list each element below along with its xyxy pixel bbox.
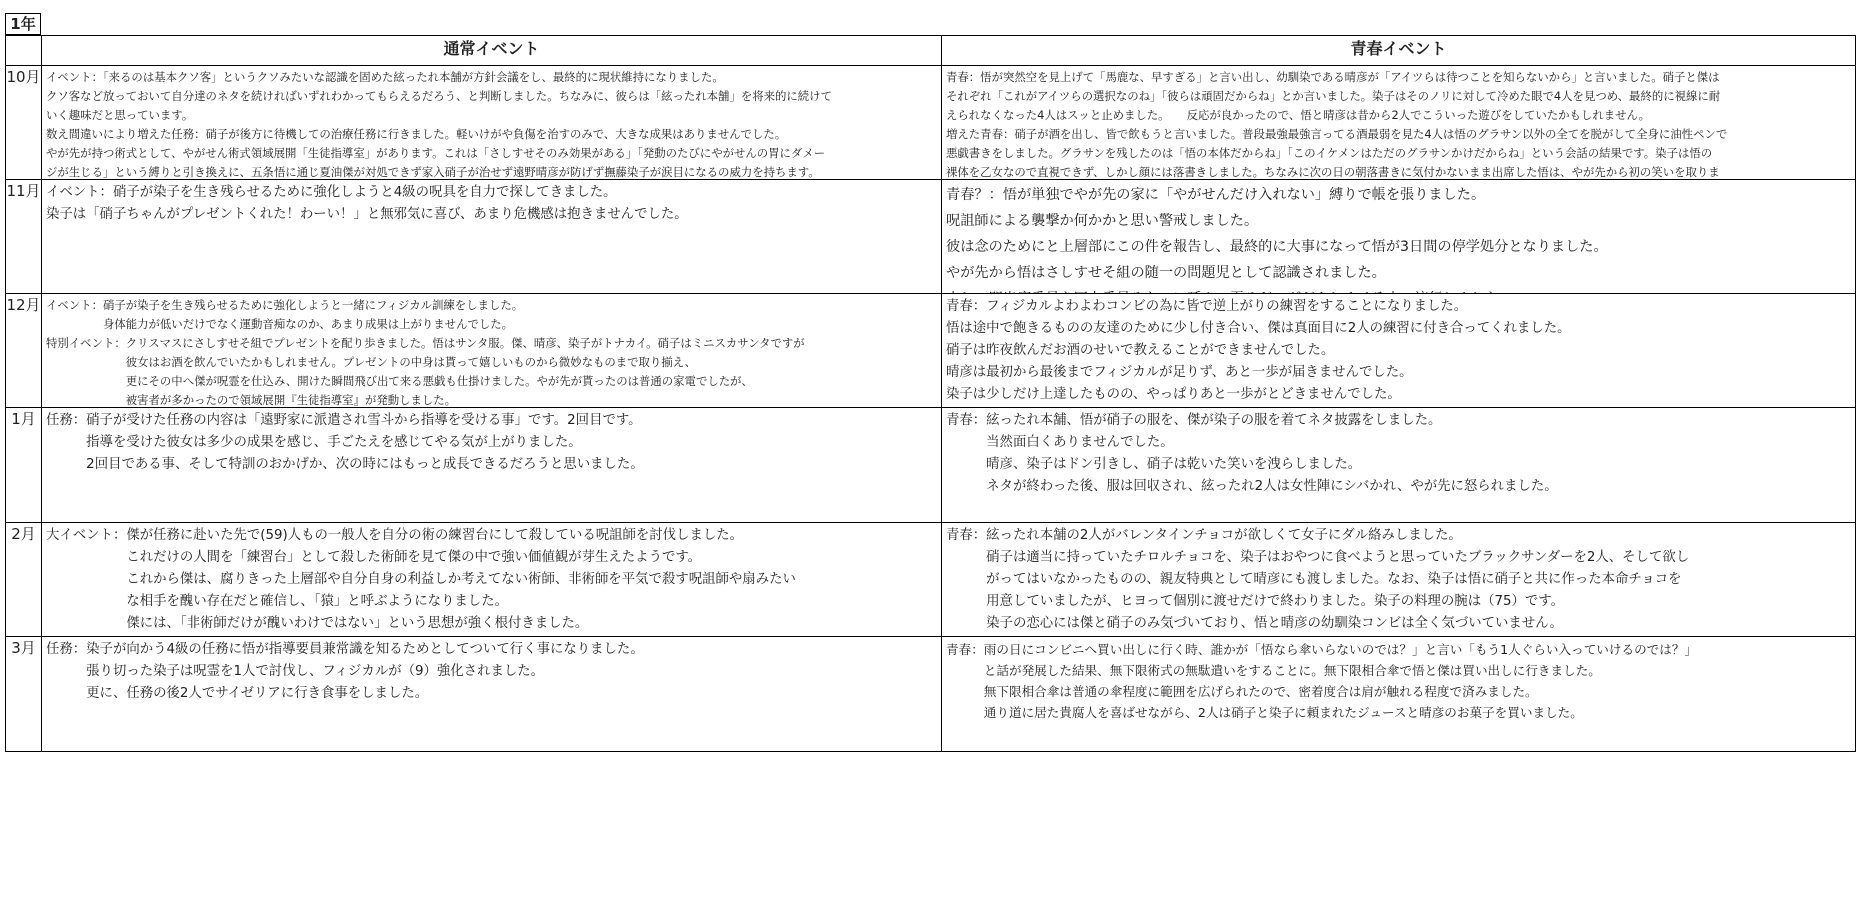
youth-event-line: 晴彦は最初から最後までフィジカルが足りず、あと一歩が届きませんでした。 [946, 365, 1413, 380]
youth-event-cell [942, 523, 1856, 637]
normal-event-line: 特別イベント：クリスマスにさしすせそ組でプレゼントを配り歩きました。悟はサンタ服。傑、晴彦、染子がトナカイ。硝子はミニスカサンタですが [46, 336, 805, 350]
normal-event-line: これだけの人間を「練習台」として殺した術師を見て傑の中で強い価値観が芽生えたようです。 [46, 550, 702, 565]
normal-event-cell [42, 637, 942, 752]
normal-event-line: イベント：硝子が染子を生き残らせるために強化しようと一緒にフィジカル訓練をしました。 [46, 298, 524, 312]
month-row [6, 523, 1856, 637]
youth-event-line: ネタが終わった後、服は回収され、絃ったれ2人は女性陣にシバかれ、やが先に怒られました。 [946, 479, 1558, 494]
month-row [6, 637, 1856, 752]
youth-event-cell [942, 408, 1856, 523]
normal-event-line: やが先が持つ術式として、やがせん術式領域展開「生徒指導室」があります。これは「さしすせそのみ効果がある」「発動のたびにやがせんの胃にダメー [46, 146, 826, 160]
youth-event-line: 呪詛師による襲撃か何かかと思い警戒しました。 [946, 213, 1259, 229]
youth-event-line: 用意していましたが、ヒヨって個別に渡せだけで終わりました。染子の料理の腕は（75）です。 [946, 594, 1565, 609]
normal-event-line: 大イベント：傑が任務に赴いた先で(59)人もの一般人を自分の術の練習台にして殺している呪詛師を討伐しました。 [46, 528, 744, 543]
youth-event-line: 染子の恋心には傑と硝子のみ気づいており、悟と晴彦の幼馴染コンビは全く気づいていません。 [946, 616, 1563, 631]
normal-event-line: 任務：硝子が受けた任務の内容は「遠野家に派遣され雪斗から指導を受ける事」です。2回目です。 [46, 413, 642, 428]
normal-event-line: 張り切った染子は呪霊を1人で討伐し、フィジカルが（9）強化されました。 [46, 664, 545, 679]
normal-event-line: 被害者が多かったので領域展開『生徒指導室』が発動しました。 [46, 393, 457, 407]
youth-event-line: 裸体を乙女なので直視できず、しかし顔には落書きしました。ちなみに次の日の朝落書きに気付かないまま出席した悟は、やが先から初の笑いを取りま [946, 165, 1720, 179]
normal-event-line: 数え間違いにより増えた任務：硝子が後方に待機しての治療任務に行きました。軽いけがや負傷を治すのみで、大きな成果はありませんでした。 [46, 127, 787, 141]
youth-events-header: 青春イベント [942, 36, 1856, 66]
youth-event-line: 青春：フィジカルよわよわコンビの為に皆で逆上がりの練習をすることになりました。 [946, 299, 1468, 314]
year-label: 1年 [5, 13, 41, 35]
youth-event-line: 染子は少しだけ上達したものの、やっぱりあと一歩がとどきませんでした。 [946, 387, 1401, 402]
youth-event-cell [942, 637, 1856, 752]
youth-event-line: 無下限相合傘は普通の傘程度に範囲を広げられたので、密着度合は肩が触れる程度で済みました。 [946, 684, 1538, 699]
month-row [6, 294, 1856, 408]
month-label: 12月 [6, 294, 42, 408]
youth-event-line: 悪戯書きをしました。グラサンを残したのは「悟の本体だからね」「このイケメンはただのグラサンかけだからね」という会話の結果です。染子は悟の [946, 146, 1713, 160]
normal-event-line: 更にその中へ傑が呪霊を仕込み、開けた瞬間飛び出て来る悪戯も仕掛けました。やが先が貰ったのは普通の家電でしたが、 [46, 374, 753, 388]
normal-event-line: イベント：「来るのは基本クソ客」というクソみたいな認識を固めた絃ったれ本舗が方針会議をし、最終的に現状維持になりました。 [46, 70, 724, 84]
normal-events-header: 通常イベント [42, 36, 942, 66]
month-header [6, 36, 42, 66]
youth-event-cell [942, 294, 1856, 408]
normal-event-line: 更に、任務の後2人でサイゼリアに行き食事をしました。 [46, 686, 429, 701]
normal-event-line: 2回目である事、そして特訓のおかげか、次の時にはもっと成長できるだろうと思いました。 [46, 457, 644, 472]
normal-event-line: 彼女はお酒を飲んでいたかもしれません。プレゼントの中身は貰って嬉しいものから微妙なものまで取り揃え、 [46, 355, 697, 369]
header-row [6, 36, 1856, 66]
month-label: 3月 [6, 637, 42, 752]
normal-event-cell [42, 180, 942, 294]
youth-event-line: 青春：雨の日にコンビニへ買い出しに行く時、誰かが「悟なら傘いらないのでは？」と言い「もう1人ぐらい入っていけるのでは？」 [946, 642, 1698, 657]
normal-event-line: イベント：硝子が染子を生き残らせるために強化しようと4級の呪具を自力で探してきました。 [46, 185, 617, 200]
normal-event-line: 指導を受けた彼女は多少の成果を感じ、手ごたえを感じてやる気が上がりました。 [46, 435, 582, 450]
youth-event-line: 青春？：悟が単独でやが先の家に「やがせんだけ入れない」縛りで帳を張りました。 [946, 187, 1486, 203]
normal-event-line: ジが生じる」という縛りと引き換えに、五条悟に通じ夏油傑が対処できず家入硝子が治せず遠野晴彦が防げず撫藤染子が涙目になるの威力を持ちます。 [46, 165, 820, 179]
youth-event-line: 彼は念のためにと上層部にこの件を報告し、最終的に大事になって悟が3日間の停学処分となりました。 [946, 239, 1608, 255]
month-label: 11月 [6, 180, 42, 294]
youth-event-cell [942, 180, 1856, 294]
month-row [6, 66, 1856, 180]
youth-event-line: と話が発展した結果、無下限術式の無駄遣いをすることに。無下限相合傘で悟と傑は買い出しに行きました。 [946, 663, 1601, 678]
youth-event-line: 悟は途中で飽きるものの友達のために少し付き合い、傑は真面目に2人の練習に付き合ってくれました。 [946, 321, 1571, 336]
youth-event-line: 通り道に居た貴腐人を喜ばせながら、2人は硝子と染子に頼まれたジュースと晴彦のお菓子を買いました。 [946, 705, 1583, 720]
youth-event-line: 青春：悟が突然空を見上げて「馬鹿な、早すぎる」と言い出し、幼馴染である晴彦が「アイツらは待つことを知らないから」と言いました。硝子と傑は [946, 70, 1720, 84]
youth-event-line: 晴彦、染子はドン引きし、硝子は乾いた笑いを洩らしました。 [946, 457, 1362, 472]
month-label: 1月 [6, 408, 42, 523]
normal-event-cell [42, 66, 942, 180]
event-table [5, 35, 1856, 752]
youth-event-line: 青春：絃ったれ本舗、悟が硝子の服を、傑が染子の服を着てネタ披露をしました。 [946, 413, 1442, 428]
normal-event-line: 染子は「硝子ちゃんがプレゼントくれた！わーい！」と無邪気に喜び、あまり危機感は抱きませんでした。 [46, 207, 688, 222]
youth-event-line: 硝子は適当に持っていたチロルチョコを、染子はおやつに食べようと思っていたブラックサンダーを2人、そして欲し [946, 550, 1690, 565]
month-row [6, 180, 1856, 294]
youth-event-line: がってはいなかったものの、親友特典として晴彦にも渡しました。なお、染子は悟に硝子と共に作った本命チョコを [946, 572, 1682, 587]
normal-event-cell [42, 408, 942, 523]
normal-event-line: クソ客など放っておいて自分達のネタを続ければいずれわかってもらえるだろう、と判断しました。ちなみに、彼らは「絃ったれ本舗」を将来的に続けて [46, 89, 832, 103]
normal-event-line: これから傑は、腐りきった上層部や自分自身の利益しか考えてない術師、非術師を平気で殺す呪詛師や扇みたい [46, 572, 796, 587]
month-label: 10月 [6, 66, 42, 180]
youth-event-line: えられなくなった4人はスッと止めました。 反応が良かったので、悟と晴彦は昔から2人でこういった遊びをしていたかもしれません。 [946, 108, 1650, 122]
normal-event-cell [42, 523, 942, 637]
normal-event-cell [42, 294, 942, 408]
normal-event-line: な相手を醜い存在だと確信し、「猿」と呼ぶようになりました。 [46, 594, 508, 609]
youth-event-line: 増えた青春：硝子が酒を出し、皆で飲もうと言いました。普段最強最強言ってる酒最弱を見た4人は悟のグラサン以外の全てを脱がして全身に油性ペンで [946, 127, 1728, 141]
youth-event-line: やが先から悟はさしすせそ組の随一の問題児として認識されました。 [946, 265, 1386, 281]
youth-event-cell [942, 66, 1856, 180]
youth-event-line: 青春：絃ったれ本舗の2人がバレンタインチョコが欲しくて女子にダル絡みしました。 [946, 528, 1462, 543]
month-row [6, 408, 1856, 523]
normal-event-line: いく趣味だと思っています。 [46, 108, 194, 122]
normal-event-line: 任務：染子が向かう4級の任務に悟が指導要員兼常識を知るためとしてついて行く事になりました。 [46, 642, 644, 657]
youth-event-line [946, 286, 1851, 294]
normal-event-line: 傑には、「非術師だけが醜いわけではない」という思想が強く根付きました。 [46, 616, 589, 631]
youth-event-line: 硝子は昨夜飲んだお酒のせいで教えることができませんでした。 [946, 343, 1335, 358]
normal-event-line: 身体能力が低いだけでなく運動音痴なのか、あまり成果は上がりませんでした。 [46, 317, 514, 331]
youth-event-line: 当然面白くありませんでした。 [946, 435, 1174, 450]
youth-event-line: それぞれ「これがアイツらの選択なのね」「彼らは頑固だからね」とか言いました。染子はそのノリに対して冷めた眼で4人を見つめ、最終的に視線に耐 [946, 89, 1721, 103]
month-label: 2月 [6, 523, 42, 637]
